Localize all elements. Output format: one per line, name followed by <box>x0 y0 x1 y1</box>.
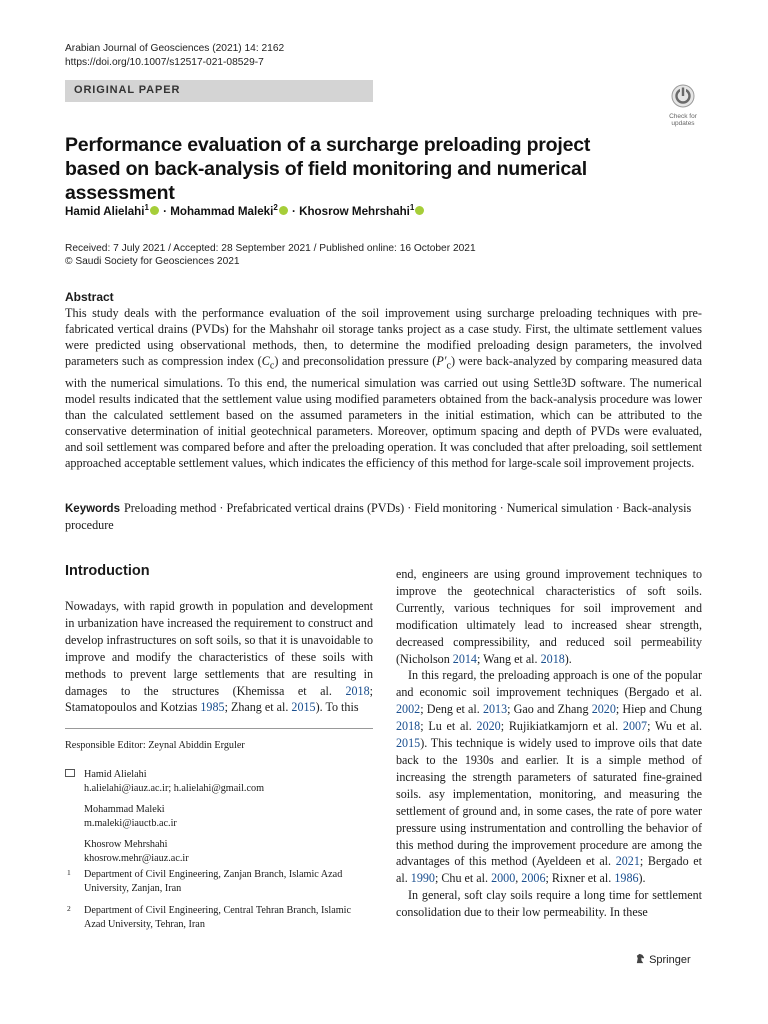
body-text: ; Deng et al. <box>420 702 483 717</box>
author-name: Mohammad Maleki <box>170 204 274 218</box>
journal-citation: Arabian Journal of Geosciences (2021) 14: 2162 <box>65 43 285 54</box>
article-type-banner <box>65 80 373 102</box>
keywords-list: Preloading method · Prefabricated vertical drains (PVDs) · Field monitoring · Numerical simulation · Back-analysis procedure <box>65 501 692 533</box>
citation-link[interactable]: 2015 <box>291 700 316 715</box>
body-text: ; Gao and Zhang <box>507 702 592 717</box>
envelope-icon <box>65 769 75 777</box>
contact-email[interactable]: khosrow.mehr@iauz.ac.ir <box>84 852 189 864</box>
citation-link[interactable]: 2018 <box>540 651 565 666</box>
body-text: In general, soft clay soils require a long time for settlement consolidation due to their low permeability. In these <box>396 888 702 920</box>
body-text: ; Stamatopoulos and Kotzias <box>65 683 373 715</box>
citation-link[interactable]: 2006 <box>521 871 546 886</box>
publisher-footer <box>635 953 691 966</box>
body-text: ; Zhang et al. <box>224 700 292 715</box>
intro-paragraph <box>396 566 702 667</box>
paper-title: Performance evaluation of a surcharge preloading project based on back-analysis of field monitoring and numerical assessment <box>65 134 591 204</box>
body-text: ; Rujikiatkamjorn et al. <box>500 719 623 734</box>
citation-link[interactable]: 2018 <box>345 683 370 698</box>
responsible-editor: Responsible Editor: Zeynal Abiddin Erguler <box>65 740 245 751</box>
copyright-notice: © Saudi Society for Geosciences 2021 <box>65 256 240 267</box>
preconsolidation-symbol: P′ <box>436 354 447 369</box>
body-text: ). This technique is widely used to improve oils that date back to the 1930s and earlier. It is a simple method of increasing the strength parameters of saturated fine-grained soils. asy implementation, monitoring, and measuring the settlement of ground and, in some cases, the rate of pore water pressure using instrumentation and controlling the behavior of this method during the improvement procedure are among the advantages of this method (Ayeldeen et al. <box>396 736 702 869</box>
citation-link[interactable]: 2014 <box>452 651 477 666</box>
footnote-divider <box>65 728 373 729</box>
contact-email[interactable]: h.alielahi@iauz.ac.ir; h.alielahi@gmail.com <box>84 782 264 794</box>
intro-paragraph <box>396 667 702 887</box>
check-updates-icon <box>671 84 695 108</box>
citation-link[interactable]: 2020 <box>476 719 501 734</box>
body-text: ). <box>638 871 646 886</box>
orcid-icon[interactable] <box>415 206 424 215</box>
affiliation-entry <box>65 868 373 895</box>
publisher-name: Springer <box>649 954 691 966</box>
body-text: ). <box>564 651 572 666</box>
body-text: In this regard, the preloading approach is one of the popular and economic soil improvement techniques (Bergado et al. <box>396 668 702 700</box>
contact-entry <box>84 768 264 795</box>
contact-name: Hamid Alielahi <box>84 769 147 780</box>
author-affiliation-number: 2 <box>273 203 278 212</box>
citation-link[interactable]: 2013 <box>482 702 508 717</box>
abstract-heading: Abstract <box>65 290 114 304</box>
introduction-heading: Introduction <box>65 563 150 579</box>
preconsolidation-subscript: c <box>446 360 451 372</box>
author-separator: · <box>159 204 171 218</box>
citation-link[interactable]: 1986 <box>614 871 639 886</box>
orcid-icon[interactable] <box>279 206 288 215</box>
body-text: ; Bergado et al. <box>396 854 702 886</box>
contact-name: Mohammad Maleki <box>84 804 165 815</box>
intro-paragraph <box>65 598 373 716</box>
author-separator: · <box>288 204 300 218</box>
body-text: ; Chu et al. <box>434 871 492 886</box>
body-text: ; Rixner et al. <box>545 871 615 886</box>
author-affiliation-number: 1 <box>144 203 149 212</box>
body-text: ; Hiep and Chung <box>615 702 703 717</box>
publication-dates <box>65 242 476 268</box>
body-text: ; Wang et al. <box>476 651 541 666</box>
citation-link[interactable]: 2007 <box>622 719 648 734</box>
intro-left-column <box>65 598 373 716</box>
springer-horse-icon <box>635 953 646 964</box>
citation-link[interactable]: 2018 <box>396 719 421 734</box>
affiliation-text: Department of Civil Engineering, Central Tehran Branch, Islamic Azad University, Tehran, Iran <box>84 905 352 930</box>
check-updates-label: Check for updates <box>669 113 697 127</box>
abstract-text-part2: ) and preconsolidation pressure ( <box>274 354 437 369</box>
body-text: , <box>515 871 522 886</box>
abstract-text-part3: ) were back-analyzed by comparing measured data with the numerical simulations. To this end, the numerical simulation was carried out using Settle3D software. The numerical model results indicated that the settlement value using modified parameters obtained from the back-analysis procedure was lower than the calculated settlement based on the assumed parameters in the initial estimation, which can be attributed to the conservative determination of initial geotechnical parameters. Moreover, optimum spacing and depth of PVDs were evaluated, and soil settlement was compared before and after the preloading operation. It was concluded that after preloading, soil settlement approached acceptable settlement values, which indicates the efficiency of this method for large-scale soil improvement projects. <box>65 354 702 471</box>
check-for-updates-badge[interactable] <box>664 84 702 126</box>
journal-header <box>65 42 284 70</box>
author-name: Hamid Alielahi <box>65 204 145 218</box>
author-name: Khosrow Mehrshahi <box>299 204 410 218</box>
citation-link[interactable]: 2015 <box>396 736 421 751</box>
citation-link[interactable]: 2020 <box>591 702 616 717</box>
contact-email[interactable]: m.maleki@iauctb.ac.ir <box>84 817 177 829</box>
body-text: end, engineers are using ground improvement techniques to improve the geotechnical characteristics of soft soils. Currently, various techniques for soil improvement and modification ultimately lead to increased shear strength, decreased compressibility, and reduced soil permeability (Nicholson <box>396 567 702 666</box>
abstract-body <box>65 305 702 471</box>
abstract-text-part1: This study deals with the performance evaluation of the soil improvement using surcharge preloading techniques with pre-fabricated vertical drains (PVDs) for the Mahshahr oil storage tanks project as a case study. First, the ultimate settlement values were predicted using observational methods, then, to determine the modified preloading design parameters, the involved parameters such as compression index ( <box>65 306 702 369</box>
body-text: ). To this <box>315 700 359 715</box>
affiliation-text: Department of Civil Engineering, Zanjan Branch, Islamic Azad University, Zanjan, Iran <box>84 869 343 894</box>
article-type-label: ORIGINAL PAPER <box>74 84 181 96</box>
affiliation-entry <box>65 904 373 931</box>
compression-index-subscript: c <box>269 360 275 372</box>
contact-entry <box>84 803 264 830</box>
doi-link[interactable]: https://doi.org/10.1007/s12517-021-08529-7 <box>65 57 264 68</box>
citation-link[interactable]: 2002 <box>396 702 421 717</box>
keywords-label: Keywords <box>65 503 120 515</box>
intro-right-column <box>396 566 702 921</box>
compression-index-symbol: C <box>261 354 270 369</box>
body-text: Nowadays, with rapid growth in population and development in urbanization have increased the requirement to construct and develop infrastructures on soft soils, so that it is unavoidable to improve and modify the characteristics of these soils with methods to prevent large settlements that are resulting in damages to the structures (Khemissa et al. <box>65 599 373 698</box>
citation-link[interactable]: 1990 <box>410 871 435 886</box>
citation-link[interactable]: 1985 <box>200 700 225 715</box>
received-accepted-dates: Received: 7 July 2021 / Accepted: 28 September 2021 / Published online: 16 October 2021 <box>65 243 476 254</box>
contact-name: Khosrow Mehrshahi <box>84 839 168 850</box>
body-text: ; Wu et al. <box>647 719 702 734</box>
author-list <box>65 203 425 218</box>
citation-link[interactable]: 2000 <box>491 871 516 886</box>
affiliations <box>65 868 373 940</box>
citation-link[interactable]: 2021 <box>615 854 640 869</box>
intro-paragraph <box>396 887 702 921</box>
author-affiliation-number: 1 <box>409 203 415 212</box>
affiliation-number: 2 <box>67 904 71 913</box>
keywords <box>65 500 702 533</box>
affiliation-number: 1 <box>67 868 71 877</box>
body-text: ; Lu et al. <box>420 719 477 734</box>
contact-entry <box>84 838 264 865</box>
corresponding-contacts <box>65 768 264 873</box>
orcid-icon[interactable] <box>150 206 159 215</box>
